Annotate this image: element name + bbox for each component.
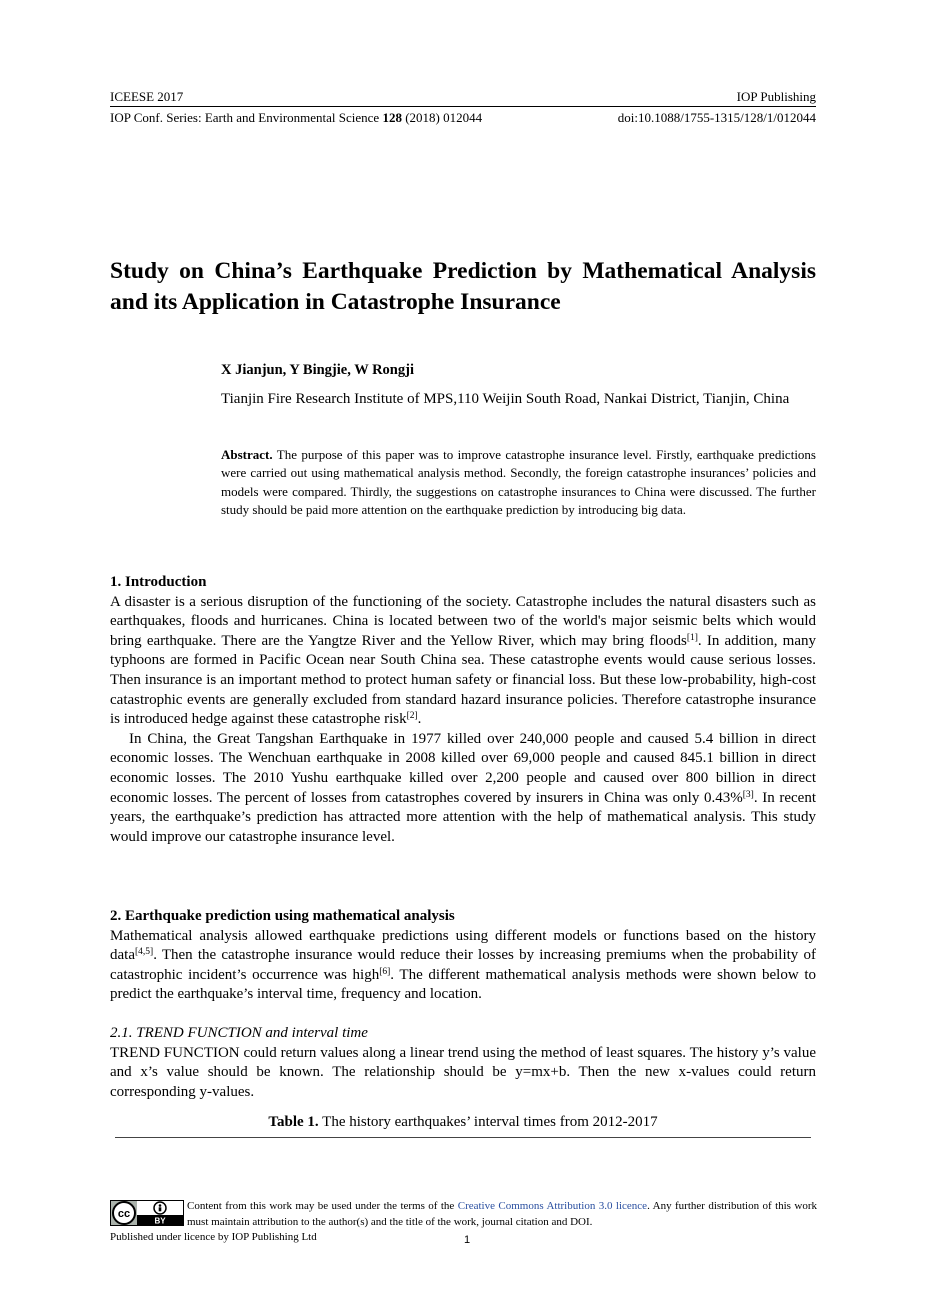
by-text: BY bbox=[154, 1216, 166, 1226]
text-run: . In addition, many typhoons are formed in Pacific Ocean near South China sea. These catastrophe events would cause serious losses. Then insurance is an important method to protect human safety or financial loss. But these low-probability, high-cost catastrophic events are generally excluded from standard hazard insurance policies. Therefore catastrophe insurance is introduced hedge against these catastrophe risk bbox=[110, 632, 816, 728]
published-notice: Published under licence by IOP Publishing Ltd bbox=[110, 1231, 317, 1243]
paragraph bbox=[110, 593, 816, 730]
license-link[interactable]: Creative Commons Attribution 3.0 licence bbox=[457, 1200, 648, 1212]
cc-by-license-icon[interactable] bbox=[110, 1200, 184, 1226]
section-earthquake-prediction bbox=[110, 907, 816, 1005]
publisher-name: IOP Publishing bbox=[736, 89, 816, 104]
journal-series bbox=[110, 110, 482, 126]
table-caption bbox=[110, 1114, 816, 1131]
text-run: . Any further distribution of this work must maintain attribution to the author(s) and the title of the work, journal citation and DOI. bbox=[187, 1200, 817, 1228]
text-run: Mathematical analysis allowed earthquake predictions using different models or functions based on the history data bbox=[110, 927, 816, 964]
citation[interactable]: [4,5] bbox=[134, 947, 154, 958]
text-run: . The different mathematical analysis methods were shown below to predict the earthquake’s interval time, frequency and location. bbox=[110, 966, 816, 1003]
paragraph: TREND FUNCTION could return values along a linear trend using the method of least squares. The history y’s value and x’s value should be known. The relationship should be y=mx+b. Then the new x-values could return corresponding y-values. bbox=[110, 1044, 816, 1100]
section-introduction bbox=[110, 573, 816, 847]
paper-title: Study on China’s Earthquake Prediction by Mathematical Analysis and its Application in Catastrophe Insurance bbox=[110, 258, 816, 315]
paragraph bbox=[110, 730, 816, 848]
abstract-label: Abstract. bbox=[221, 447, 273, 462]
text-run: Content from this work may be used under the terms of the bbox=[187, 1200, 458, 1212]
table-caption-text: The history earthquakes’ interval times from 2012-2017 bbox=[318, 1114, 658, 1130]
text-run: . Then the catastrophe insurance would reduce their losses by increasing premiums when the probability of catastrophic incident’s occurrence was high bbox=[110, 947, 816, 983]
text-run: . bbox=[417, 711, 422, 728]
text-run: A disaster is a serious disruption of the functioning of the society. Catastrophe includes the natural disasters such as earthquakes, floods and hurricanes. China is located between two of the world's major seismic belts which would bring earthquake. There are the Yangtze River and the Yellow River, which may bring floods bbox=[110, 593, 816, 649]
table-top-rule bbox=[115, 1137, 811, 1138]
subsection-heading: 2.1. TREND FUNCTION and interval time bbox=[110, 1025, 368, 1041]
license-notice bbox=[187, 1199, 817, 1230]
citation[interactable]: [2] bbox=[406, 711, 418, 722]
section-heading: 2. Earthquake prediction using mathematical analysis bbox=[110, 908, 455, 924]
header-rule bbox=[110, 106, 816, 107]
abstract-text: The purpose of this paper was to improve catastrophe insurance level. Firstly, earthquake predictions were carried out using mathematical analysis method. Secondly, the foreign catastrophe insurances’ policies and models were compared. Thirdly, the suggestions on catastrophe insurances to China were discussed. The further study should be paid more attention on the earthquake prediction by introducing big data. bbox=[221, 447, 816, 518]
text-run: . In recent years, the earthquake’s prediction has attracted more attention with the help of mathematical analysis. This study would improve our catastrophe insurance level. bbox=[110, 789, 817, 845]
citation[interactable]: [6] bbox=[379, 966, 391, 977]
page-number: 1 bbox=[464, 1234, 471, 1246]
subsection-trend-function bbox=[110, 1024, 816, 1102]
cc-text: cc bbox=[117, 1208, 131, 1220]
abstract bbox=[221, 446, 816, 520]
authors: X Jianjun, Y Bingjie, W Rongji bbox=[221, 362, 414, 378]
series-volume: 128 bbox=[382, 110, 402, 125]
series-prefix: IOP Conf. Series: Earth and Environmental Science bbox=[110, 110, 383, 125]
series-suffix: (2018) 012044 bbox=[401, 110, 483, 125]
paragraph bbox=[110, 927, 816, 1005]
doi[interactable]: doi:10.1088/1755-1315/128/1/012044 bbox=[617, 110, 816, 125]
affiliation: Tianjin Fire Research Institute of MPS,110 Weijin South Road, Nankai District, Tianjin, China bbox=[221, 391, 790, 407]
citation[interactable]: [1] bbox=[686, 632, 698, 643]
section-heading: 1. Introduction bbox=[110, 574, 207, 590]
text-run: In China, the Great Tangshan Earthquake in 1977 killed over 240,000 people and caused 5.4 billion in direct economic losses. The Wenchuan earthquake in 2008 killed over 69,000 people and caused 845.1 billion in direct economic losses. The 2010 Yushu earthquake killed over 2,200 people and caused over 800 billion in direct economic losses. The percent of losses from catastrophes covered by insurers in China was only 0.43% bbox=[110, 730, 816, 806]
table-label: Table 1. bbox=[268, 1114, 319, 1130]
citation[interactable]: [3] bbox=[742, 789, 754, 800]
conference-name: ICEESE 2017 bbox=[110, 89, 184, 104]
